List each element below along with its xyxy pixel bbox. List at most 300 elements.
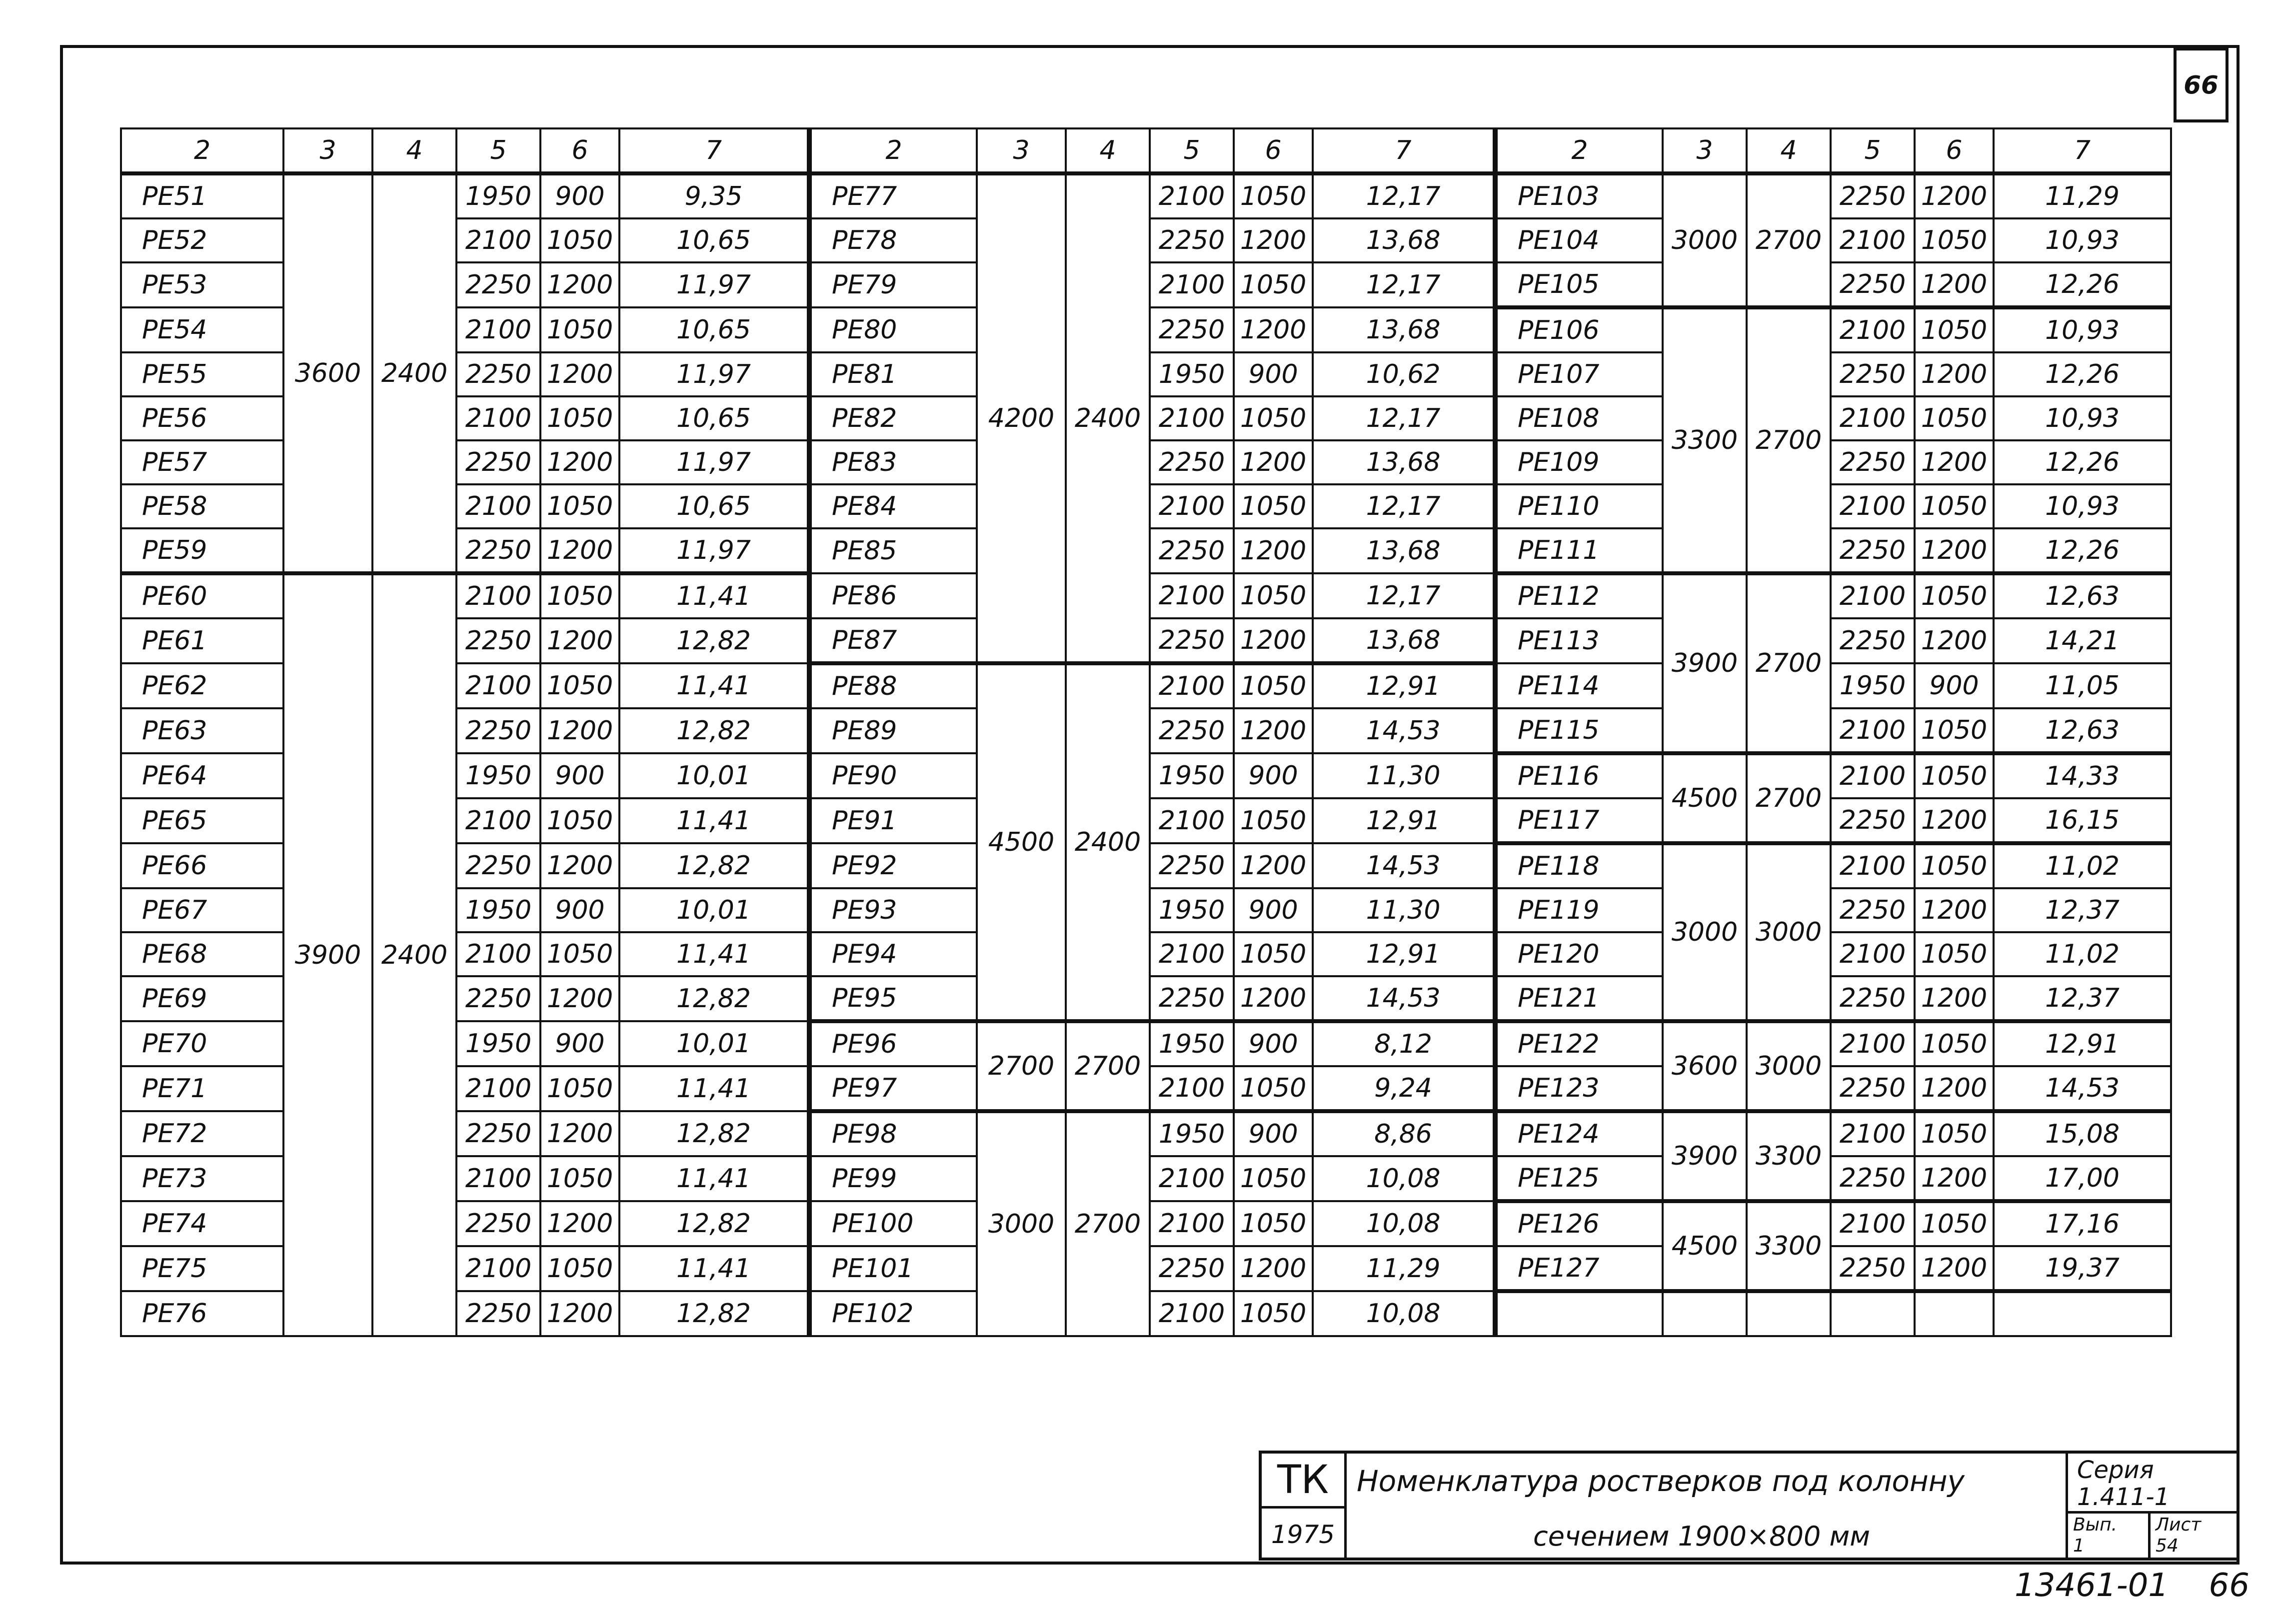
dim6-cell: 1050: [1234, 1066, 1313, 1111]
dim6-cell: 1050: [1234, 1291, 1313, 1336]
dim5-cell: 2250: [456, 1111, 540, 1156]
mark-cell: РЕ89: [809, 708, 977, 753]
dim5-cell: 2250: [1150, 843, 1234, 888]
dim6-cell: 1050: [540, 1156, 619, 1201]
dim5-cell: 2100: [456, 798, 540, 843]
mark-cell: РЕ103: [1495, 173, 1663, 218]
series-cell: [2066, 1454, 2240, 1514]
mark-cell: РЕ80: [809, 307, 977, 352]
value-cell: 10,93: [1994, 396, 2171, 440]
sheet-value: 54: [2156, 1536, 2179, 1556]
width-cell: 3300: [1747, 1201, 1831, 1291]
dim6-cell: 900: [540, 888, 619, 932]
value-cell: 12,91: [1994, 1021, 2171, 1066]
mark-cell: РЕ100: [809, 1201, 977, 1246]
width-cell: 2700: [1747, 573, 1831, 753]
mark-cell: РЕ94: [809, 932, 977, 976]
dim5-cell: 2250: [456, 262, 540, 307]
value-cell: 10,01: [619, 753, 809, 798]
value-cell: 10,01: [619, 1021, 809, 1066]
value-cell: 14,53: [1313, 976, 1495, 1021]
dim5-cell: 2250: [1831, 262, 1915, 307]
dim5-cell: 2250: [1831, 440, 1915, 484]
dim5-cell: 2250: [1150, 218, 1234, 262]
series-label: Серия: [2077, 1456, 2154, 1484]
dim6-cell: 1050: [1234, 932, 1313, 976]
nomenclature-table: [120, 127, 2172, 1337]
value-cell: 11,30: [1313, 888, 1495, 932]
page-number-badge: 66: [2174, 47, 2229, 122]
sheet-label: Лист: [2156, 1515, 2202, 1535]
value-cell: 13,68: [1313, 307, 1495, 352]
value-cell: 12,63: [1994, 573, 2171, 618]
dim5-cell: 2250: [1831, 1066, 1915, 1111]
col-header: 3: [977, 128, 1066, 173]
col-header: 5: [1831, 128, 1915, 173]
mark-cell: РЕ109: [1495, 440, 1663, 484]
value-cell: 13,68: [1313, 618, 1495, 663]
dim6-cell: 1200: [1915, 440, 1994, 484]
dim5-cell: 2250: [456, 528, 540, 573]
issue-label: Вып.: [2073, 1515, 2118, 1535]
value-cell: 10,93: [1994, 484, 2171, 528]
value-cell: 11,30: [1313, 753, 1495, 798]
dim5-cell: 2250: [1150, 708, 1234, 753]
organization-code: ТК: [1262, 1454, 1347, 1509]
value-cell: 9,24: [1313, 1066, 1495, 1111]
dim5-cell: 1950: [1150, 352, 1234, 396]
col-header: 6: [1915, 128, 1994, 173]
mark-cell: РЕ105: [1495, 262, 1663, 307]
col-header: 5: [456, 128, 540, 173]
value-cell: 12,63: [1994, 708, 2171, 753]
value-cell: 12,82: [619, 1111, 809, 1156]
dim5-cell: 2100: [456, 573, 540, 618]
dim6-cell: 1050: [540, 218, 619, 262]
value-cell: 11,97: [619, 528, 809, 573]
dim6-cell: 900: [540, 173, 619, 218]
value-cell: 11,41: [619, 798, 809, 843]
dim5-cell: 2100: [1831, 1111, 1915, 1156]
dim6-cell: 1050: [1234, 1201, 1313, 1246]
value-cell: 12,17: [1313, 484, 1495, 528]
dim5-cell: 2100: [1831, 1021, 1915, 1066]
mark-cell: РЕ58: [121, 484, 283, 528]
length-cell: 4200: [977, 173, 1066, 663]
value-cell: 10,65: [619, 307, 809, 352]
value-cell: 11,41: [619, 1246, 809, 1291]
dim6-cell: 1050: [1915, 932, 1994, 976]
dim5-cell: 2250: [456, 1291, 540, 1336]
dim5-cell: 2250: [1831, 173, 1915, 218]
mark-cell: РЕ59: [121, 528, 283, 573]
dim5-cell: 2250: [1831, 976, 1915, 1021]
mark-cell: РЕ56: [121, 396, 283, 440]
dim6-cell: 1200: [1234, 218, 1313, 262]
dim6-cell: 1200: [1234, 307, 1313, 352]
length-cell: 3000: [1663, 843, 1747, 1021]
value-cell: 13,68: [1313, 528, 1495, 573]
dim5-cell: 2100: [1150, 484, 1234, 528]
dim5-cell: 2100: [1150, 1066, 1234, 1111]
dim6-cell: 900: [540, 1021, 619, 1066]
mark-cell: РЕ101: [809, 1246, 977, 1291]
mark-cell: РЕ95: [809, 976, 977, 1021]
dim6-cell: 1200: [1234, 618, 1313, 663]
dim6-cell: 1050: [1915, 708, 1994, 753]
col-header: 2: [1495, 128, 1663, 173]
mark-cell: РЕ74: [121, 1201, 283, 1246]
dim6-cell: 1200: [540, 528, 619, 573]
mark-cell: РЕ113: [1495, 618, 1663, 663]
dim6-cell: 1200: [540, 352, 619, 396]
value-cell: 12,82: [619, 1291, 809, 1336]
value-cell: 13,68: [1313, 440, 1495, 484]
dim6-cell: 1200: [1234, 708, 1313, 753]
dim6-cell: 900: [1234, 1111, 1313, 1156]
dim5-cell: 1950: [456, 173, 540, 218]
value-cell: 11,41: [619, 1066, 809, 1111]
mark-cell: РЕ93: [809, 888, 977, 932]
dim6-cell: 1200: [1915, 528, 1994, 573]
dim5-cell: 2250: [1831, 1246, 1915, 1291]
mark-cell: РЕ108: [1495, 396, 1663, 440]
dim5-cell: 2100: [1831, 218, 1915, 262]
title-line-1: Номенклатура ростверков под колонну: [1357, 1464, 1965, 1498]
width-cell: 2700: [1747, 173, 1831, 307]
value-cell: 10,65: [619, 218, 809, 262]
dim5-cell: 2100: [1831, 708, 1915, 753]
mark-cell: РЕ73: [121, 1156, 283, 1201]
dim5-cell: 2100: [456, 1156, 540, 1201]
dim6-cell: 1200: [1915, 1246, 1994, 1291]
length-cell: 4500: [977, 663, 1066, 1021]
mark-cell: РЕ110: [1495, 484, 1663, 528]
dim6-cell: 1050: [540, 573, 619, 618]
value-cell: 10,93: [1994, 307, 2171, 352]
dim5-cell: 2250: [456, 976, 540, 1021]
series-value: 1.411-1: [2077, 1483, 2170, 1511]
dim6-cell: 1050: [1915, 573, 1994, 618]
mark-cell: РЕ125: [1495, 1156, 1663, 1201]
value-cell: 11,41: [619, 1156, 809, 1201]
dim5-cell: 2100: [1831, 573, 1915, 618]
dim5-cell: 2100: [1831, 932, 1915, 976]
width-cell: [1747, 1291, 1831, 1336]
value-cell: 12,26: [1994, 440, 2171, 484]
length-cell: 4500: [1663, 753, 1747, 843]
dim5-cell: 2250: [1150, 528, 1234, 573]
mark-cell: РЕ79: [809, 262, 977, 307]
dim5-cell: 2100: [1150, 262, 1234, 307]
value-cell: 11,97: [619, 440, 809, 484]
mark-cell: РЕ104: [1495, 218, 1663, 262]
dim5-cell: 1950: [456, 1021, 540, 1066]
mark-cell: РЕ63: [121, 708, 283, 753]
value-cell: 12,91: [1313, 798, 1495, 843]
dim6-cell: 1050: [1915, 396, 1994, 440]
value-cell: 11,02: [1994, 932, 2171, 976]
mark-cell: РЕ54: [121, 307, 283, 352]
mark-cell: РЕ116: [1495, 753, 1663, 798]
dim5-cell: 1950: [456, 888, 540, 932]
dim6-cell: 900: [1234, 888, 1313, 932]
mark-cell: РЕ127: [1495, 1246, 1663, 1291]
mark-cell: РЕ123: [1495, 1066, 1663, 1111]
mark-cell: РЕ87: [809, 618, 977, 663]
dim5-cell: 2250: [1150, 440, 1234, 484]
mark-cell: РЕ83: [809, 440, 977, 484]
dim6-cell: [1915, 1291, 1994, 1336]
mark-cell: РЕ55: [121, 352, 283, 396]
dim6-cell: 1200: [1915, 1156, 1994, 1201]
dim5-cell: 2100: [1831, 396, 1915, 440]
dim5-cell: 2100: [456, 663, 540, 708]
dim5-cell: 2100: [456, 1246, 540, 1291]
dim6-cell: 1050: [1915, 484, 1994, 528]
mark-cell: РЕ67: [121, 888, 283, 932]
value-cell: 10,65: [619, 484, 809, 528]
value-cell: 14,53: [1313, 708, 1495, 753]
dim6-cell: 1050: [1234, 262, 1313, 307]
dim5-cell: 2100: [456, 484, 540, 528]
mark-cell: РЕ62: [121, 663, 283, 708]
dim6-cell: 1050: [1234, 173, 1313, 218]
dim5-cell: 2100: [456, 932, 540, 976]
dim6-cell: 1050: [1915, 753, 1994, 798]
mark-cell: РЕ60: [121, 573, 283, 618]
dim6-cell: 1050: [540, 1066, 619, 1111]
dim6-cell: 1050: [1234, 798, 1313, 843]
col-header: 7: [1313, 128, 1495, 173]
dim6-cell: 1050: [540, 484, 619, 528]
mark-cell: РЕ124: [1495, 1111, 1663, 1156]
dim6-cell: 1200: [540, 1291, 619, 1336]
col-header: 7: [619, 128, 809, 173]
dim5-cell: 2100: [456, 1066, 540, 1111]
value-cell: 10,65: [619, 396, 809, 440]
width-cell: 2400: [372, 173, 456, 573]
value-cell: 12,37: [1994, 976, 2171, 1021]
dim5-cell: 2100: [1150, 173, 1234, 218]
value-cell: 10,08: [1313, 1156, 1495, 1201]
dim5-cell: 2100: [456, 307, 540, 352]
col-header: 2: [809, 128, 977, 173]
col-header: 6: [1234, 128, 1313, 173]
dim5-cell: 2100: [1150, 396, 1234, 440]
length-cell: 3600: [283, 173, 372, 573]
dim5-cell: [1831, 1291, 1915, 1336]
dim6-cell: 1050: [1915, 307, 1994, 352]
value-cell: 9,35: [619, 173, 809, 218]
mark-cell: РЕ111: [1495, 528, 1663, 573]
value-cell: 12,17: [1313, 173, 1495, 218]
dim6-cell: 1050: [1915, 1021, 1994, 1066]
dim6-cell: 1200: [540, 618, 619, 663]
dim6-cell: 1200: [1234, 976, 1313, 1021]
value-cell: 12,26: [1994, 262, 2171, 307]
dim6-cell: 1050: [540, 932, 619, 976]
dim6-cell: 1200: [1915, 976, 1994, 1021]
value-cell: 10,08: [1313, 1291, 1495, 1336]
value-cell: 12,82: [619, 708, 809, 753]
mark-cell: РЕ66: [121, 843, 283, 888]
year: 1975: [1262, 1509, 1347, 1561]
value-cell: 12,82: [619, 843, 809, 888]
length-cell: 3600: [1663, 1021, 1747, 1111]
mark-cell: РЕ99: [809, 1156, 977, 1201]
value-cell: 10,08: [1313, 1201, 1495, 1246]
sheet-cell: [2151, 1514, 2240, 1561]
mark-cell: РЕ84: [809, 484, 977, 528]
dim6-cell: 900: [1234, 352, 1313, 396]
dim6-cell: 1200: [540, 440, 619, 484]
mark-cell: РЕ52: [121, 218, 283, 262]
value-cell: [1994, 1291, 2171, 1336]
dim5-cell: 2100: [1150, 1201, 1234, 1246]
table-row: [121, 173, 2171, 218]
width-cell: 2400: [1066, 663, 1150, 1021]
value-cell: 19,37: [1994, 1246, 2171, 1291]
value-cell: 12,82: [619, 618, 809, 663]
dim5-cell: 2250: [1831, 1156, 1915, 1201]
dim5-cell: 1950: [1831, 663, 1915, 708]
dim5-cell: 2250: [1150, 618, 1234, 663]
width-cell: 2700: [1066, 1111, 1150, 1336]
dim6-cell: 1200: [1915, 352, 1994, 396]
width-cell: 2400: [1066, 173, 1150, 663]
header-row: [121, 128, 2171, 173]
dim5-cell: 2250: [1831, 888, 1915, 932]
dim6-cell: 1200: [540, 1111, 619, 1156]
dim5-cell: 1950: [1150, 888, 1234, 932]
dim6-cell: 1050: [1915, 1111, 1994, 1156]
mark-cell: РЕ115: [1495, 708, 1663, 753]
dim6-cell: 1200: [1234, 843, 1313, 888]
dim5-cell: 1950: [1150, 1021, 1234, 1066]
mark-cell: РЕ120: [1495, 932, 1663, 976]
mark-cell: РЕ98: [809, 1111, 977, 1156]
dim6-cell: 1050: [540, 396, 619, 440]
mark-cell: РЕ78: [809, 218, 977, 262]
dim5-cell: 2100: [1831, 307, 1915, 352]
dim6-cell: 900: [1234, 1021, 1313, 1066]
mark-cell: РЕ90: [809, 753, 977, 798]
col-header: 4: [1066, 128, 1150, 173]
dim5-cell: 2100: [1150, 573, 1234, 618]
dim6-cell: 1050: [1915, 1201, 1994, 1246]
value-cell: 12,82: [619, 1201, 809, 1246]
mark-cell: РЕ107: [1495, 352, 1663, 396]
col-header: 5: [1150, 128, 1234, 173]
length-cell: 3000: [1663, 173, 1747, 307]
dim6-cell: 1200: [1915, 798, 1994, 843]
dim6-cell: 1050: [1234, 663, 1313, 708]
dim5-cell: 2250: [456, 843, 540, 888]
dim5-cell: 2100: [1831, 1201, 1915, 1246]
dim6-cell: 1050: [1915, 843, 1994, 888]
length-cell: [1663, 1291, 1747, 1336]
width-cell: 2400: [372, 573, 456, 1336]
value-cell: 12,17: [1313, 262, 1495, 307]
value-cell: 8,86: [1313, 1111, 1495, 1156]
dim6-cell: 1200: [1915, 1066, 1994, 1111]
value-cell: 12,82: [619, 976, 809, 1021]
dim6-cell: 1050: [1915, 218, 1994, 262]
dim6-cell: 1200: [540, 843, 619, 888]
dim5-cell: 2100: [1831, 484, 1915, 528]
dim6-cell: 1200: [1234, 1246, 1313, 1291]
col-header: 7: [1994, 128, 2171, 173]
value-cell: 11,41: [619, 663, 809, 708]
mark-cell: РЕ122: [1495, 1021, 1663, 1066]
dim5-cell: 2100: [456, 396, 540, 440]
mark-cell: РЕ121: [1495, 976, 1663, 1021]
width-cell: 2700: [1066, 1021, 1150, 1111]
length-cell: 3000: [977, 1111, 1066, 1336]
dim5-cell: 2250: [456, 352, 540, 396]
mark-cell: РЕ112: [1495, 573, 1663, 618]
mark-cell: РЕ68: [121, 932, 283, 976]
dim6-cell: 1050: [540, 798, 619, 843]
table-body: [121, 173, 2171, 1336]
dim5-cell: 2250: [1150, 1246, 1234, 1291]
length-cell: 3900: [1663, 1111, 1747, 1201]
dim6-cell: 1200: [1915, 173, 1994, 218]
dim5-cell: 2100: [1150, 1291, 1234, 1336]
mark-cell: РЕ86: [809, 573, 977, 618]
length-cell: 4500: [1663, 1201, 1747, 1291]
mark-cell: РЕ85: [809, 528, 977, 573]
length-cell: 3900: [1663, 573, 1747, 753]
mark-cell: РЕ119: [1495, 888, 1663, 932]
mark-cell: РЕ81: [809, 352, 977, 396]
mark-cell: РЕ92: [809, 843, 977, 888]
dim6-cell: 1050: [540, 1246, 619, 1291]
dim5-cell: 2250: [456, 1201, 540, 1246]
dim6-cell: 1200: [540, 708, 619, 753]
width-cell: 3000: [1747, 1021, 1831, 1111]
col-header: 3: [283, 128, 372, 173]
value-cell: 14,33: [1994, 753, 2171, 798]
mark-cell: РЕ91: [809, 798, 977, 843]
dim5-cell: 2250: [456, 618, 540, 663]
length-cell: 2700: [977, 1021, 1066, 1111]
title-line-2: сечением 1900×800 мм: [1533, 1520, 1870, 1552]
dim6-cell: 1200: [1915, 262, 1994, 307]
value-cell: 11,97: [619, 262, 809, 307]
issue-value: 1: [2073, 1536, 2085, 1556]
mark-cell: РЕ64: [121, 753, 283, 798]
dim6-cell: 1200: [1234, 440, 1313, 484]
archive-code: 13461-01: [2015, 1567, 2169, 1604]
value-cell: 17,00: [1994, 1156, 2171, 1201]
mark-cell: РЕ88: [809, 663, 977, 708]
mark-cell: РЕ76: [121, 1291, 283, 1336]
dim5-cell: 2100: [1831, 753, 1915, 798]
mark-cell: РЕ96: [809, 1021, 977, 1066]
value-cell: 11,05: [1994, 663, 2171, 708]
value-cell: 10,01: [619, 888, 809, 932]
col-header: 6: [540, 128, 619, 173]
mark-cell: РЕ118: [1495, 843, 1663, 888]
dim6-cell: 1200: [1915, 888, 1994, 932]
dim6-cell: 1050: [540, 663, 619, 708]
dim6-cell: 1200: [540, 1201, 619, 1246]
dim5-cell: 2250: [456, 440, 540, 484]
value-cell: 12,91: [1313, 932, 1495, 976]
dim5-cell: 2100: [1150, 1156, 1234, 1201]
